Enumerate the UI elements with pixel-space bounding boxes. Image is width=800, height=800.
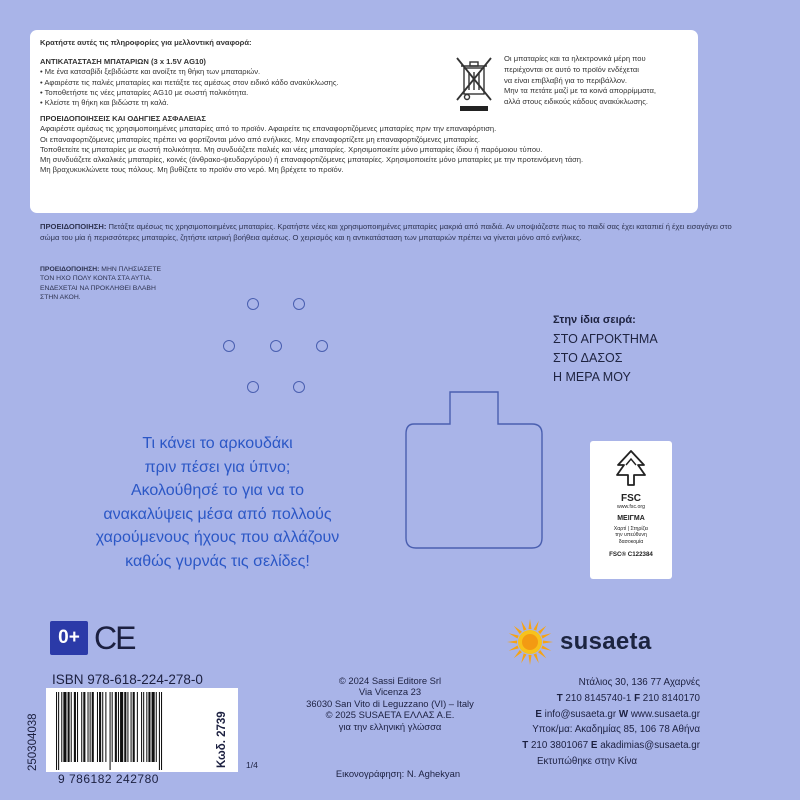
ce-mark: CE [94,620,135,656]
barcode-bar [61,692,62,762]
barcode-bar [97,692,98,762]
barcode-bar [81,692,82,762]
series-item: Η ΜΕΡΑ ΜΟΥ [553,370,631,384]
barcode-bar [68,692,70,762]
speaker-hole [223,340,235,352]
barcode-bar [159,692,160,770]
barcode-bar [102,692,103,762]
replace-line: • Αφαιρέστε τις παλιές μπαταρίες και πετάξτε τες αμέσως στον ειδικό κάδο ανακύκλωσης. [40,77,339,87]
safety-title: ΠΡΟΕΙΔΟΠΟΙΗΣΕΙΣ ΚΑΙ ΟΔΗΓΙΕΣ ΑΣΦΑΛΕΙΑΣ [40,114,206,124]
sun-ray [514,650,522,658]
barcode-bar [77,692,78,762]
barcode-bar [152,692,155,762]
publisher-address: Ντάλιος 30, 136 77 Αχαρνές T 210 8145740-1 F 210 8140170 E info@susaeta.gr W www.susaeta.gr Υποκ/μα: Ακαδημίας 85, 106 78 Αθήνα T 210 3801067 E akadimias@susaeta.gr Εκτυπώθηκε στην Κίνα [522,677,700,767]
speaker-hole [247,381,259,393]
series-title: Στην ίδια σειρά: [553,314,636,326]
battery-compartment-outline [402,388,546,551]
speaker-hole [247,298,259,310]
copyright-credits: © 2024 Sassi Editore Srl Via Vicenza 23 36030 San Vito di Leguzzano (VI) – Italy © 2025 SUSAETA ΕΛΛΑΣ Α.Ε. για την ελληνική γλώσσα [306,675,474,732]
svg-text:250304038: 250304038 [27,713,39,771]
barcode-bar [141,692,142,762]
barcode-bars [54,690,204,770]
safety-line: Μη συνδυάζετε αλκαλικές μπαταρίες, κοινές (άνθρακο-ψευδαργύρου) ή επαναφορτιζόμενες μπαταρίες. Χρησιμοποιείτε μόνο μπαταρίες με την προτεινόμενη τάση. [40,155,584,165]
sun-ray [541,646,551,651]
sun-ray [538,650,546,658]
fsc-mix: ΜΕΙΓΜΑ [617,514,645,522]
battery-info-box [30,30,698,213]
barcode-bar [63,692,66,762]
barcode-bar [58,692,59,770]
safety-line: Τοποθετείτε τις μπαταρίες με σωστή πολικότητα. Μη συνδυάζετε παλιές και νέες μπαταρίες. Χρησιμοποιείτε μόνο μπαταρίες ίδιου ή παρόμοιου τύπου. [40,144,543,154]
speaker-hole [270,340,282,352]
vertical-code [24,683,40,773]
speaker-hole [293,298,305,310]
sun-ray [509,633,519,638]
sun-ray [521,621,526,631]
barcode-bar [74,692,76,762]
barcode-number: 9 786182 242780 [58,772,159,786]
barcode-bar [146,692,147,762]
sun-ray [543,640,553,643]
recycle-notice: Οι μπαταρίες και τα ηλεκτρονικά μέρη που περιέχονται σε αυτό το προϊόν ενδέχεται να είναι επιβλαβή για το περιβάλλον. Μην τα πετάτε μαζί με τα κοινά απορρίμματα, αλλά στους ειδικούς κάδους ανακύκλωσης. [504,54,656,107]
page-marker: 1/4 [246,760,258,770]
sun-ray [514,626,522,634]
barcode-bar [131,692,132,762]
fsc-tree-icon [614,449,648,487]
product-code [210,690,230,770]
fsc-code: FSC® C122384 [609,551,653,559]
barcode-bar [120,692,123,762]
illustrator-credit: Εικονογράφηση: N. Aghekyan [335,768,461,779]
speaker-hole [316,340,328,352]
replace-line: • Κλείστε τη θήκη και βιδώστε τη καλά. [40,98,169,108]
safety-line: Οι επαναφορτιζόμενες μπαταρίες πρέπει να φορτίζονται μόνο από ενήλικες. Μην επαναφορτίζετε μη επαναφορτιζόμενες μπαταρίες. [40,134,481,144]
fsc-url: www.fsc.org [617,504,645,510]
barcode-bar [83,692,85,762]
barcode-bar [161,692,162,770]
sun-ray [538,626,546,634]
fsc-logo-text: FSC [621,493,641,504]
barcode-bar [148,692,150,762]
replace-line: • Τοποθετήστε τις νέες μπαταρίες AG10 με σωστή πολικότητα. [40,87,249,97]
sun-ray [534,621,539,631]
series-item: ΣΤΟ ΔΑΣΟΣ [553,351,623,365]
barcode-bar [133,692,135,762]
barcode-bar [56,692,57,770]
crossed-bin-icon [454,54,494,116]
publisher-logo: susaeta [560,628,652,655]
battery-warning: ΠΡΟΕΙΔΟΠΟΙΗΣΗ: Πετάξτε αμέσως τις χρησιμοποιημένες μπαταρίες. Κρατήστε νέες και χρησιμοποιημένες μπαταρίες μακριά από παιδιά. Αν υποψιάζεστε πως το παιδί σας έχει καταπιεί ή έχει εισαγάγει στο σώμα του μία ή περισσότερες μπαταρίες, ζητήστε ιατρική βοήθεια αμέσως. Ο χειρισμός και η αντικατάσταση των μπαταριών πρέπει να γίνεται μόνο από ενήλικες. [40,222,732,242]
sun-ray [534,653,539,663]
book-blurb: Τι κάνει το αρκουδάκι πριν πέσει για ύπνο; Ακολούθησέ το για να το ανακαλύψεις μέσα από πολλούς χαρούμενους ήχους που αλλάζουν καθώς γυρνάς τις σελίδες! [95,435,340,570]
speaker-hole [293,381,305,393]
sun-ray [521,653,526,663]
svg-text:Κωδ. 2739: Κωδ. 2739 [216,711,228,768]
sun-ray [528,619,531,629]
barcode-bar [115,692,117,762]
barcode-bar [112,692,113,762]
isbn: ISBN 978-618-224-278-0 [52,672,203,687]
sun-ray [541,633,551,638]
barcode-bar [124,692,126,762]
sun-ray [509,646,519,651]
barcode-bar [92,692,94,762]
barcode-bar [71,692,72,762]
barcode-bar [118,692,119,762]
susaeta-sun-logo-icon [506,618,554,666]
safety-line: Μη βραχυκυκλώνετε τους πόλους. Μη βυθίζετε το προϊόν στο νερό. Μη βρέχετε το προϊόν. [40,165,344,175]
barcode-bar [105,692,106,762]
barcode-bar [143,692,144,762]
barcode-bar [90,692,91,762]
barcode-bar [110,692,111,770]
barcode-bar [99,692,101,762]
replace-title: ΑΝΤΙΚΑΤΑΣΤΑΣΗ ΜΠΑΤΑΡΙΩΝ (3 x 1.5V AG10) [40,57,206,67]
hearing-warning: ΠΡΟΕΙΔΟΠΟΙΗΣΗ: ΜΗΝ ΠΛΗΣΙΑΣΕΤΕ ΤΟΝ ΗΧΟ ΠΟΛΥ ΚΟΝΤΑ ΣΤΑ ΑΥΤΙΑ. ΕΝΔΕΧΕΤΑΙ ΝΑ ΠΡΟΚΛΗΘΕΙ ΒΛΑΒΗ ΣΤΗΝ ΑΚΟΗ. [40,266,162,302]
safety-line: Αφαιρέστε αμέσως τις χρησιμοποιημένες μπαταρίες από το προϊόν. Αφαιρείτε τις επαναφορτιζόμενες μπαταρίες πριν την επαναφόρτιση. [40,124,497,134]
barcode-bar [156,692,157,762]
replace-line: • Με ένα κατσαβίδι ξεβιδώστε και ανοίξτε τη θήκη των μπαταριών. [40,67,261,77]
series-list [553,311,658,387]
barcode-bar [88,692,89,762]
barcode-bar [127,692,128,762]
barcode-bar [137,692,138,762]
age-badge: 0+ [50,621,88,655]
sun-ray [507,640,517,643]
info-intro: Κρατήστε αυτές τις πληροφορίες για μελλοντική αναφορά: [40,38,252,47]
sun-ray [528,655,531,665]
series-item: ΣΤΟ ΑΓΡΟΚΤΗΜΑ [553,332,658,346]
fsc-label: FSC www.fsc.org ΜΕΙΓΜΑ Χαρτί | Στηρίζει την υπεύθυνη δασοκομία FSC® C122384 [590,441,672,579]
